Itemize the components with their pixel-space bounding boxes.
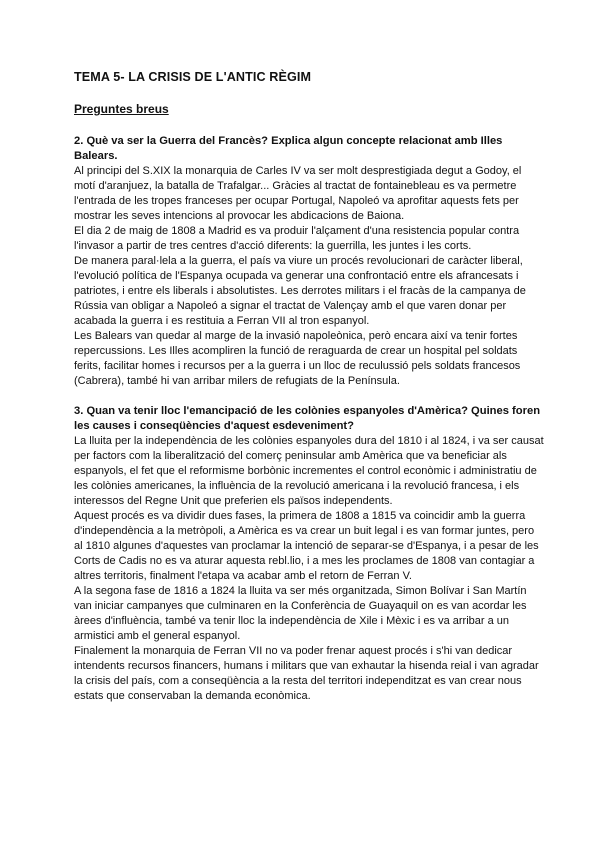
question-heading: 3. Quan va tenir lloc l'emancipació de les colònies espanyoles d'Amèrica? Quines foren les causes i conseqüències d'aquest esdeveniment? bbox=[74, 405, 541, 432]
answer-paragraph: De manera paral·lela a la guerra, el país va viure un procés revolucionari de caràcter liberal, l'evolució política de l'Espanya ocupada va generar una confrontació entre els afrancesats i patriotes, i entre els liberals i absolutistes. Les derrotes militars i el fracàs de la campanya de Rússia van obligar a Napoleó a signar el tractat de Valençay amb el que varen donar per acabada la guerra i es restituia a Ferran VII al tron espanyol. bbox=[74, 255, 526, 327]
question-heading: 2. Què va ser la Guerra del Francès? Explica algun concepte relacionat amb Illes Balears. bbox=[74, 135, 503, 162]
answer-paragraph: Al principi del S.XIX la monarquia de Carles IV va ser molt desprestigiada degut a Godoy, el motí d'aranjuez, la batalla de Trafalgar... Gràcies al tractat de fontainebleau es va permetre l'entrada de les tropes franceses per ocupar Portugal, Napoleó va aprofitar aquests fets per mostrar les seves intencions al provocar les abdicacions de Baiona. bbox=[74, 165, 522, 222]
question-block bbox=[74, 404, 544, 704]
answer-paragraph: El dia 2 de maig de 1808 a Madrid es va produir l'alçament d'una resistencia popular contra l'invasor a partir de tres centres d'acció diferents: la guerrilla, les juntes i les corts. bbox=[74, 225, 520, 252]
section-heading: Preguntes breus bbox=[74, 102, 169, 116]
answer-paragraph: Aquest procés es va dividir dues fases, la primera de 1808 a 1815 va coincidir amb la guerra d'independència a la metròpoli, a Amèrica es va crear un buit legal i es van formar juntes, pero al 1810 algunes d'aquestes van proclamar la intenció de separar-se d'Espanya, i a pesar de les Corts de Cadis no es va aturar aquesta rebl.lio, i a mes les proclames de 1808 van contagiar a altres territoris, finalment l'etapa va acabar amb el retorn de Ferran V. bbox=[74, 510, 539, 582]
spacer bbox=[74, 389, 544, 404]
question-block bbox=[74, 134, 544, 389]
answer-paragraph: Finalement la monarquia de Ferran VII no va poder frenar aquest procés i s'hi van dedicar intendents recursos financers, humans i militars que van exhautar la hisenda reial i van agradar la crisis del país, com a conseqüència a la resta del territori independitzat es van crear nous estats que conservaban la demanda econòmica. bbox=[74, 645, 539, 702]
answer-paragraph: Les Balears van quedar al marge de la invasió napoleònica, però encara així va tenir fortes repercussions. Les Illes acompliren la funció de reraguarda de crear un hospital pel soldats ferits, facilitar homes i recursos per a la guerra i un lloc de reculussió pels soldats francesos (Cabrera), també hi van arribar milers de refugiats de la Península. bbox=[74, 330, 521, 387]
answer-paragraph: A la segona fase de 1816 a 1824 la lluita va ser més organitzada, Simon Bolívar i San Martín van iniciar campanyes que culminaren en la Conferència de Guayaquil on es van acordar les àrees d'influència, també va tenir lloc la independència de Xile i Mèxic i es va arribar a un armistici amb el general espanyol. bbox=[74, 585, 527, 642]
document-title: TEMA 5- LA CRISIS DE L'ANTIC RÈGIM bbox=[74, 70, 312, 84]
answer-paragraph: La lluita per la independència de les colònies espanyoles dura del 1810 i al 1824, i va ser causat per factors com la liberalització del comerç peninsular amb Amèrica que va beneficiar als espanyols, el fet que el reformisme borbònic incrementes el control econòmic i administratiu de les colònies americanes, la influència de la revolució americana i la revolució francesa, i els interessos del Regne Unit que preferien els països independents. bbox=[74, 435, 544, 507]
